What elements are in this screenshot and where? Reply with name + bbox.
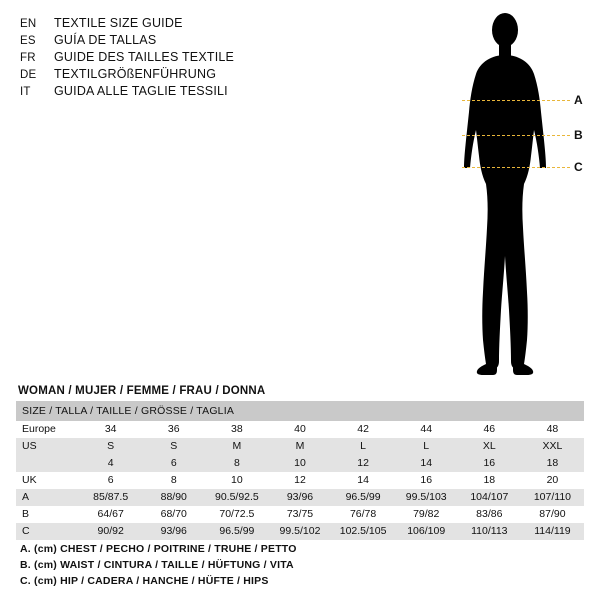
table-row — [16, 523, 584, 540]
table-cell: 4 — [79, 455, 142, 472]
table-cell: 107/110 — [521, 489, 584, 506]
legend-row-c: C. (cm) HIP / CADERA / HANCHE / HÜFTE / HIPS — [20, 575, 269, 587]
measure-label-a: A — [574, 93, 583, 107]
language-title: TEXTILGRÖßENFÜHRUNG — [54, 67, 217, 81]
table-cell: 34 — [79, 421, 142, 438]
table-cell: 110/113 — [458, 523, 521, 540]
table-header-label: SIZE / TALLA / TAILLE / GRÖSSE / TAGLIA — [16, 401, 584, 421]
table-cell: 44 — [395, 421, 458, 438]
table-cell: 114/119 — [521, 523, 584, 540]
row-label: C — [16, 523, 79, 540]
language-title: GUÍA DE TALLAS — [54, 33, 157, 47]
table-cell: M — [268, 438, 331, 455]
row-label: UK — [16, 472, 79, 489]
table-header-row — [16, 401, 584, 421]
table-cell: 40 — [268, 421, 331, 438]
table-cell: 42 — [332, 421, 395, 438]
language-row — [20, 16, 320, 32]
size-table-section — [16, 385, 584, 540]
language-code: FR — [20, 52, 36, 64]
table-cell: 46 — [458, 421, 521, 438]
language-code: ES — [20, 35, 36, 47]
row-label: A — [16, 489, 79, 506]
table-cell: 99.5/102 — [268, 523, 331, 540]
language-header-list — [20, 16, 320, 101]
measure-label-b: B — [574, 128, 583, 142]
table-cell: 68/70 — [142, 506, 205, 523]
table-cell: M — [205, 438, 268, 455]
table-cell: 106/109 — [395, 523, 458, 540]
table-cell: 76/78 — [332, 506, 395, 523]
table-cell: 64/67 — [79, 506, 142, 523]
table-cell: 10 — [268, 455, 331, 472]
table-cell: 87/90 — [521, 506, 584, 523]
language-row — [20, 50, 320, 66]
table-cell: 18 — [521, 455, 584, 472]
measure-line-c — [462, 167, 570, 168]
table-cell: 104/107 — [458, 489, 521, 506]
table-cell: 6 — [79, 472, 142, 489]
table-row — [16, 455, 584, 472]
table-cell: 12 — [268, 472, 331, 489]
table-row — [16, 421, 584, 438]
row-label: US — [16, 438, 79, 455]
table-cell: XL — [458, 438, 521, 455]
measure-line-b — [462, 135, 570, 136]
table-cell: L — [395, 438, 458, 455]
table-cell: 8 — [142, 472, 205, 489]
measure-label-c: C — [574, 160, 583, 174]
table-cell: 83/86 — [458, 506, 521, 523]
table-row — [16, 489, 584, 506]
table-cell: 73/75 — [268, 506, 331, 523]
measure-line-a — [462, 100, 570, 101]
table-cell: 99.5/103 — [395, 489, 458, 506]
table-cell: 12 — [332, 455, 395, 472]
table-cell: 16 — [458, 455, 521, 472]
legend-row-b: B. (cm) WAIST / CINTURA / TAILLE / HÜFTUNG / VITA — [20, 559, 294, 571]
table-cell: 85/87.5 — [79, 489, 142, 506]
table-cell: 88/90 — [142, 489, 205, 506]
silhouette-icon — [400, 8, 600, 378]
table-cell: 36 — [142, 421, 205, 438]
row-label — [16, 455, 79, 472]
table-cell: 6 — [142, 455, 205, 472]
table-cell: S — [79, 438, 142, 455]
table-cell: 93/96 — [268, 489, 331, 506]
table-row — [16, 438, 584, 455]
table-cell: 96.5/99 — [332, 489, 395, 506]
language-title: TEXTILE SIZE GUIDE — [54, 16, 183, 30]
table-cell: 79/82 — [395, 506, 458, 523]
table-cell: 90/92 — [79, 523, 142, 540]
table-cell: S — [142, 438, 205, 455]
table-cell: XXL — [521, 438, 584, 455]
table-row — [16, 472, 584, 489]
row-label: B — [16, 506, 79, 523]
table-cell: 102.5/105 — [332, 523, 395, 540]
table-cell: 70/72.5 — [205, 506, 268, 523]
legend-row-a: A. (cm) CHEST / PECHO / POITRINE / TRUHE / PETTO — [20, 543, 297, 555]
table-cell: L — [332, 438, 395, 455]
table-cell: 14 — [332, 472, 395, 489]
table-cell: 18 — [458, 472, 521, 489]
table-cell: 48 — [521, 421, 584, 438]
table-cell: 8 — [205, 455, 268, 472]
table-cell: 20 — [521, 472, 584, 489]
table-caption: WOMAN / MUJER / FEMME / FRAU / DONNA — [18, 385, 266, 397]
row-label: Europe — [16, 421, 79, 438]
table-row — [16, 506, 584, 523]
table-cell: 90.5/92.5 — [205, 489, 268, 506]
language-code: IT — [20, 86, 31, 98]
table-cell: 14 — [395, 455, 458, 472]
language-row — [20, 33, 320, 49]
measurement-legend — [20, 541, 580, 589]
language-row — [20, 67, 320, 83]
language-row — [20, 84, 320, 100]
female-silhouette-figure — [400, 8, 600, 378]
table-cell: 96.5/99 — [205, 523, 268, 540]
language-title: GUIDA ALLE TAGLIE TESSILI — [54, 84, 228, 98]
table-cell: 93/96 — [142, 523, 205, 540]
table-cell: 16 — [395, 472, 458, 489]
size-table — [16, 401, 584, 540]
table-cell: 38 — [205, 421, 268, 438]
table-cell: 10 — [205, 472, 268, 489]
language-title: GUIDE DES TAILLES TEXTILE — [54, 50, 235, 64]
language-code: DE — [20, 69, 37, 81]
language-code: EN — [20, 18, 37, 30]
